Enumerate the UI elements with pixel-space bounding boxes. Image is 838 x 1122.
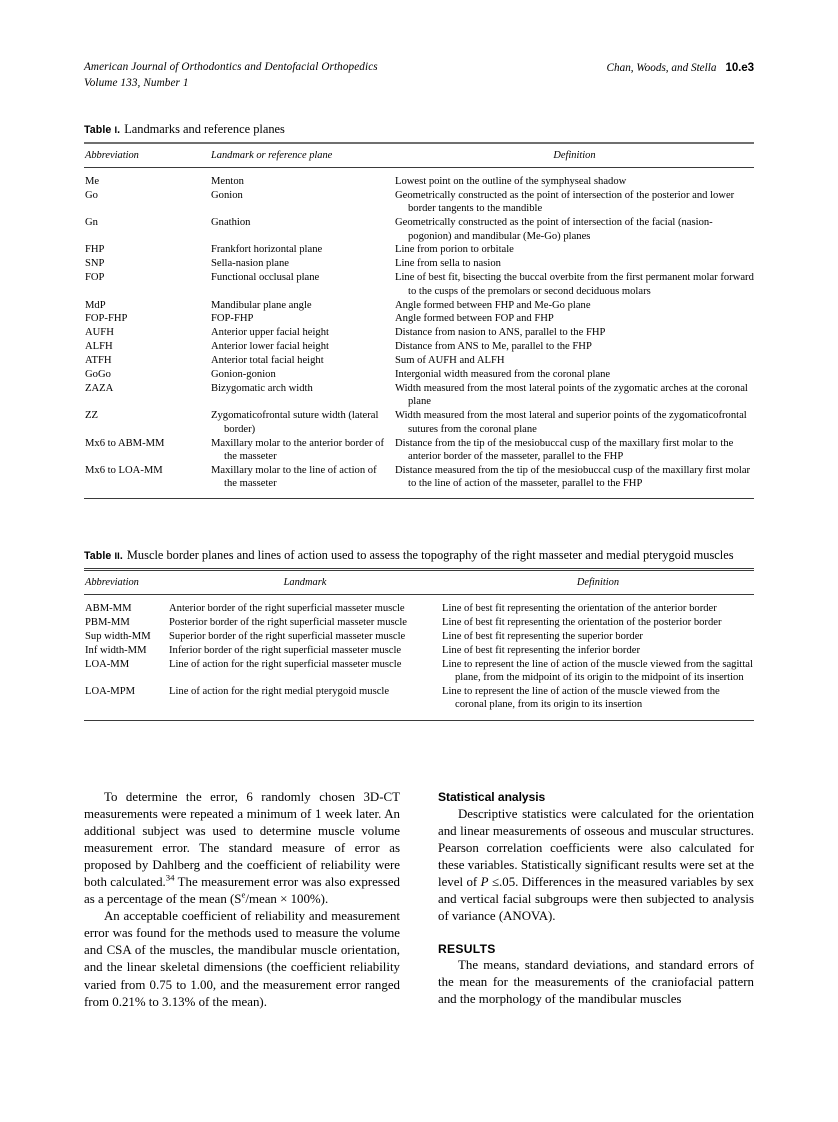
table-2-cell-landmark <box>168 630 442 644</box>
table-2-landmark-text: Line of action for the right medial pterygoid muscle <box>169 686 390 698</box>
table-1-landmark-text: Frankfort horizontal plane <box>211 244 323 256</box>
table-2-cell-landmark <box>168 644 442 658</box>
folio-prefix: 10 <box>725 61 739 74</box>
error-para-part-2: The measurement error was also expressed as a percentage of the mean (S <box>84 875 400 907</box>
table-1-abbr-text: Mx6 to LOA-MM <box>85 464 163 476</box>
table-2-number: II <box>114 550 120 561</box>
table-1-cell-landmark <box>210 271 395 298</box>
table-row <box>84 630 754 644</box>
table-2-grid <box>84 571 754 594</box>
table-1-definition-text: Geometrically constructed as the point of intersection of the posterior and lower border tangents to the mandible <box>395 189 735 215</box>
table-2-cell-abbr <box>84 595 168 616</box>
table-2-col-landmark: Landmark <box>283 576 327 588</box>
superscript-e: e <box>241 889 246 900</box>
table-2-col-definition: Definition <box>576 576 620 588</box>
journal-volume: Volume 133, <box>84 76 141 89</box>
citation-ref-34: 34 <box>165 872 175 883</box>
table-1-bottom-rule <box>84 498 754 499</box>
table-1-cell-landmark <box>210 354 395 368</box>
table-2-definition-text: Line to represent the line of action of the muscle viewed from the sagittal plane, from the midpoint of its origin to the midpoint of its insertion <box>442 658 753 684</box>
table-2-cell-landmark <box>168 658 442 685</box>
table-2-label <box>84 550 123 562</box>
table-1-definition-text: Distance from nasion to ANS, parallel to the FHP <box>395 327 606 339</box>
table-1-cell-definition <box>395 168 754 189</box>
table-2-body-grid <box>84 595 754 712</box>
table-2-cell-abbr <box>84 616 168 630</box>
table-row <box>84 271 754 298</box>
table-1-body-grid <box>84 168 754 491</box>
table-1-cell-abbr <box>84 189 210 216</box>
table-1-cell-definition <box>395 354 754 368</box>
table-row <box>84 189 754 216</box>
table-1-title: Landmarks and reference planes <box>124 122 285 136</box>
table-2-cell-abbr <box>84 644 168 658</box>
stat-para-part-2: ≤.05. Differences in the measured variables by sex and vertical facial subgroups were then subjected to analysis of variance (ANOVA). <box>438 874 754 923</box>
table-row <box>84 658 754 685</box>
table-1-landmark-text: Gnathion <box>211 217 251 229</box>
table-2-landmark-text: Line of action for the right superficial masseter muscle <box>169 658 402 670</box>
table-1-landmark-text: FOP-FHP <box>211 313 254 325</box>
table-1-abbr-text: FOP-FHP <box>85 313 128 325</box>
table-1-label-word: Table <box>84 124 112 136</box>
table-2-definition-text: Line of best fit representing the orientation of the anterior border <box>442 603 717 615</box>
table-2-cell-definition <box>442 658 754 685</box>
table-1-definition-text: Distance measured from the tip of the mesiobuccal cusp of the maxillary first molar to the line of action of the masseter, parallel to the FHP <box>395 464 751 490</box>
table-1-cell-landmark <box>210 168 395 189</box>
table-2-cell-definition <box>442 595 754 616</box>
table-1-abbr-text: MdP <box>85 299 106 311</box>
table-1-cell-abbr <box>84 464 210 491</box>
table-2-label-word: Table <box>84 550 112 562</box>
journal-volume-issue <box>84 76 378 92</box>
table-1-cell-abbr <box>84 168 210 189</box>
table-2-cell-abbr <box>84 630 168 644</box>
table-2-landmark-text: Anterior border of the right superficial masseter muscle <box>169 603 405 615</box>
table-1-landmark-text: Gonion-gonion <box>211 369 276 381</box>
table-2-landmark-text: Inferior border of the right superficial masseter muscle <box>169 644 402 656</box>
table-1-definition-text: Intergonial width measured from the coronal plane <box>395 369 611 381</box>
table-1-landmark-text: Bizygomatic arch width <box>211 383 313 394</box>
journal-issue: Number 1 <box>140 76 189 89</box>
table-1-cell-landmark <box>210 312 395 326</box>
table-landmarks-and-reference-planes <box>84 122 754 499</box>
paragraph-results: The means, standard deviations, and standard errors of the mean for the measurements of the craniofacial pattern and the morphology of the mandibular muscles <box>438 958 754 1007</box>
table-1-definition-text: Angle formed between FOP and FHP <box>395 313 554 325</box>
table-1-number: I <box>114 124 118 135</box>
table-1-definition-text: Geometrically constructed as the point of intersection of the facial (nasion-pogonion) and mandibular (Me-Go) planes <box>395 217 713 242</box>
table-1-abbr-text: SNP <box>85 258 105 270</box>
table-1-abbr-text: ZZ <box>85 410 98 422</box>
table-row <box>84 685 754 712</box>
heading-statistical-analysis: Statistical analysis <box>438 790 546 804</box>
table-muscle-border-planes <box>84 548 754 721</box>
table-1-cell-definition <box>395 382 754 409</box>
table-row <box>84 382 754 409</box>
table-1-cell-definition <box>395 299 754 313</box>
folio-suffix: .e3 <box>738 61 754 74</box>
table-1-cell-abbr <box>84 382 210 409</box>
heading-results: RESULTS <box>438 941 496 956</box>
table-1-cell-definition <box>395 368 754 382</box>
table-row <box>84 257 754 271</box>
table-1-cell-landmark <box>210 243 395 257</box>
table-1-body <box>84 168 754 491</box>
table-1-caption <box>84 122 754 139</box>
table-2-col-abbreviation: Abbreviation <box>85 576 139 588</box>
table-2-definition-text: Line to represent the line of action of the muscle viewed from the coronal plane, from its origin to its insertion <box>442 686 720 711</box>
table-1-cell-abbr <box>84 437 210 464</box>
table-1-abbr-text: AUFH <box>85 327 114 339</box>
article-body <box>84 789 754 1059</box>
table-1-abbr-text: FHP <box>85 244 105 256</box>
table-row <box>84 340 754 354</box>
error-para-part-3: /mean × 100%). <box>245 892 329 907</box>
table-1-cell-landmark <box>210 382 395 409</box>
table-2-cell-landmark <box>168 595 442 616</box>
table-row <box>84 168 754 189</box>
table-1-abbr-text: ATFH <box>85 355 112 367</box>
table-1-cell-landmark <box>210 464 395 491</box>
table-1-definition-text: Line from porion to orbitale <box>395 244 514 256</box>
table-2-landmark-text: Superior border of the right superficial masseter muscle <box>169 630 406 642</box>
table-2-caption <box>84 548 754 565</box>
table-2-cell-definition <box>442 644 754 658</box>
table-row <box>84 368 754 382</box>
paragraph-error-determination <box>84 789 400 908</box>
running-head <box>84 60 754 94</box>
journal-title-block <box>84 60 378 91</box>
table-row <box>84 409 754 436</box>
table-row <box>84 354 754 368</box>
table-1-cell-abbr <box>84 271 210 298</box>
table-1-cell-definition <box>395 312 754 326</box>
table-1-abbr-text: GoGo <box>85 369 111 381</box>
table-1-landmark-text: Anterior upper facial height <box>211 327 329 339</box>
table-1-landmark-text: Menton <box>211 175 244 187</box>
table-1-head <box>84 144 754 167</box>
table-1-definition-text: Sum of AUFH and ALFH <box>395 355 505 367</box>
table-1-cell-definition <box>395 243 754 257</box>
table-row <box>84 437 754 464</box>
table-1-landmark-text: Anterior total facial height <box>211 355 324 367</box>
stat-para-part-1: Descriptive statistics were calculated for the orientation and linear measurements of osseous and muscular structures. Pearson correlation coefficients were also calculated for these variables. Statistically significant results were set at the level of <box>438 806 754 889</box>
body-column-right <box>438 789 754 1008</box>
table-1-cell-abbr <box>84 299 210 313</box>
table-row <box>84 326 754 340</box>
table-1-definition-text: Line of best fit, bisecting the buccal overbite from the first permanent molar forward to the cusps of the premolars or second deciduous molars <box>395 272 754 297</box>
table-1-col-landmark: Landmark or reference plane <box>211 149 333 161</box>
table-1-label-period: . <box>117 124 121 136</box>
table-1-abbr-text: ZAZA <box>85 383 114 394</box>
table-2-definition-text: Line of best fit representing the inferior border <box>442 644 640 656</box>
table-1-definition-text: Distance from the tip of the mesiobuccal cusp of the maxillary first molar to the anterior border of the masseter, parallel to the FHP <box>395 437 734 463</box>
table-1-col-abbreviation: Abbreviation <box>85 149 139 161</box>
table-2-abbr-text: PBM-MM <box>85 617 130 628</box>
table-1-cell-abbr <box>84 409 210 436</box>
table-1-cell-definition <box>395 340 754 354</box>
table-2-abbr-text: Inf width-MM <box>85 644 147 656</box>
table-1-landmark-text: Functional occlusal plane <box>211 272 320 284</box>
table-1-abbr-text: FOP <box>85 272 105 284</box>
journal-name: American Journal of Orthodontics and Dentofacial Orthopedics <box>84 61 378 73</box>
error-para-part-1: To determine the error, 6 randomly chosen 3D-CT measurements were repeated a minimum of 1 week later. An additional subject was used to determine muscle volume measurement error. The standard measure of error as proposed by Dahlberg and the coefficient of reliability were both calculated. <box>84 790 400 890</box>
table-row <box>84 616 754 630</box>
table-1-abbr-text: ALFH <box>85 341 113 353</box>
table-2-cell-definition <box>442 685 754 712</box>
table-1-cell-abbr <box>84 354 210 368</box>
table-1-cell-abbr <box>84 243 210 257</box>
table-2-cell-abbr <box>84 685 168 712</box>
table-2-cell-landmark <box>168 685 442 712</box>
table-1-cell-landmark <box>210 299 395 313</box>
table-1-landmark-text: Mandibular plane angle <box>211 299 312 311</box>
table-1-cell-definition <box>395 271 754 298</box>
table-1-abbr-text: Mx6 to ABM-MM <box>85 437 165 449</box>
body-column-left <box>84 789 400 1011</box>
table-1-cell-definition <box>395 409 754 436</box>
table-1-cell-definition <box>395 216 754 243</box>
table-row <box>84 464 754 491</box>
table-1-cell-landmark <box>210 437 395 464</box>
table-2-bottom-rule <box>84 720 754 721</box>
table-1-label <box>84 124 120 136</box>
table-1-cell-definition <box>395 326 754 340</box>
table-1-cell-definition <box>395 437 754 464</box>
table-1-definition-text: Angle formed between FHP and Me-Go plane <box>395 299 591 311</box>
table-1-cell-definition <box>395 189 754 216</box>
table-1-col-definition: Definition <box>553 149 596 161</box>
table-1-definition-text: Width measured from the most lateral points of the zygomatic arches at the coronal plane <box>395 383 748 408</box>
table-1-cell-landmark <box>210 409 395 436</box>
table-1-cell-landmark <box>210 326 395 340</box>
table-2-head <box>84 571 754 594</box>
table-row <box>84 243 754 257</box>
table-1-abbr-text: Me <box>85 175 100 187</box>
table-2-label-period: . <box>119 550 123 562</box>
table-2-title: Muscle border planes and lines of action used to assess the topography of the right masseter and medial pterygoid muscles <box>126 548 734 562</box>
table-1-cell-landmark <box>210 189 395 216</box>
table-1-cell-abbr <box>84 340 210 354</box>
table-2-abbr-text: LOA-MM <box>85 658 130 670</box>
table-2-definition-text: Line of best fit representing the superior border <box>442 630 643 642</box>
table-1-abbr-text: Gn <box>85 217 98 229</box>
table-2-cell-landmark <box>168 616 442 630</box>
table-2-body <box>84 595 754 712</box>
table-1-header-row <box>84 144 754 167</box>
page-folio <box>725 61 754 74</box>
paragraph-reliability: An acceptable coefficient of reliability and measurement error was found for the methods used to measure the volume and CSA of the muscles, the mandibular muscle orientation, and the linear skeletal dimensions (the coefficient reliability varied from 0.75 to 1.00, and the measurement error ranged from 0.21% to 3.13% of the mean). <box>84 909 400 1009</box>
table-2-abbr-text: ABM-MM <box>85 603 132 615</box>
table-2-definition-text: Line of best fit representing the orientation of the posterior border <box>442 617 722 628</box>
p-value-symbol: P <box>480 874 489 889</box>
table-1-landmark-text: Maxillary molar to the anterior border of the masseter <box>211 437 384 463</box>
table-1-landmark-text: Maxillary molar to the line of action of the masseter <box>211 464 377 490</box>
table-1-cell-abbr <box>84 312 210 326</box>
table-1-landmark-text: Gonion <box>211 189 243 201</box>
table-2-header-row <box>84 571 754 594</box>
table-1-cell-abbr <box>84 216 210 243</box>
table-1-definition-text: Width measured from the most lateral and superior points of the zygomaticofrontal sutures from the coronal plane <box>395 410 747 435</box>
author-folio-block <box>607 60 754 77</box>
table-row <box>84 595 754 616</box>
table-row <box>84 216 754 243</box>
table-1-definition-text: Lowest point on the outline of the symphyseal shadow <box>395 175 627 187</box>
table-1-abbr-text: Go <box>85 189 98 201</box>
table-1-cell-landmark <box>210 368 395 382</box>
table-1-definition-text: Distance from ANS to Me, parallel to the FHP <box>395 341 592 353</box>
table-1-landmark-text: Zygomaticofrontal suture width (lateral border) <box>211 410 379 435</box>
table-1-definition-text: Line from sella to nasion <box>395 258 501 270</box>
table-1-cell-abbr <box>84 257 210 271</box>
author-names: Chan, Woods, and Stella <box>606 62 717 74</box>
table-2-abbr-text: LOA-MPM <box>85 686 136 698</box>
table-1-landmark-text: Anterior lower facial height <box>211 341 329 353</box>
table-1-cell-definition <box>395 464 754 491</box>
table-1-landmark-text: Sella-nasion plane <box>211 258 289 270</box>
table-1-cell-landmark <box>210 216 395 243</box>
table-1-cell-definition <box>395 257 754 271</box>
table-2-cell-definition <box>442 630 754 644</box>
table-1-cell-landmark <box>210 340 395 354</box>
table-1-cell-landmark <box>210 257 395 271</box>
table-row <box>84 312 754 326</box>
table-2-cell-definition <box>442 616 754 630</box>
table-2-abbr-text: Sup width-MM <box>85 630 151 642</box>
table-1-cell-abbr <box>84 326 210 340</box>
table-2-cell-abbr <box>84 658 168 685</box>
table-1-grid <box>84 144 754 167</box>
table-row <box>84 299 754 313</box>
table-1-cell-abbr <box>84 368 210 382</box>
table-row <box>84 644 754 658</box>
table-2-landmark-text: Posterior border of the right superficial masseter muscle <box>169 617 407 628</box>
paragraph-statistics <box>438 806 754 925</box>
